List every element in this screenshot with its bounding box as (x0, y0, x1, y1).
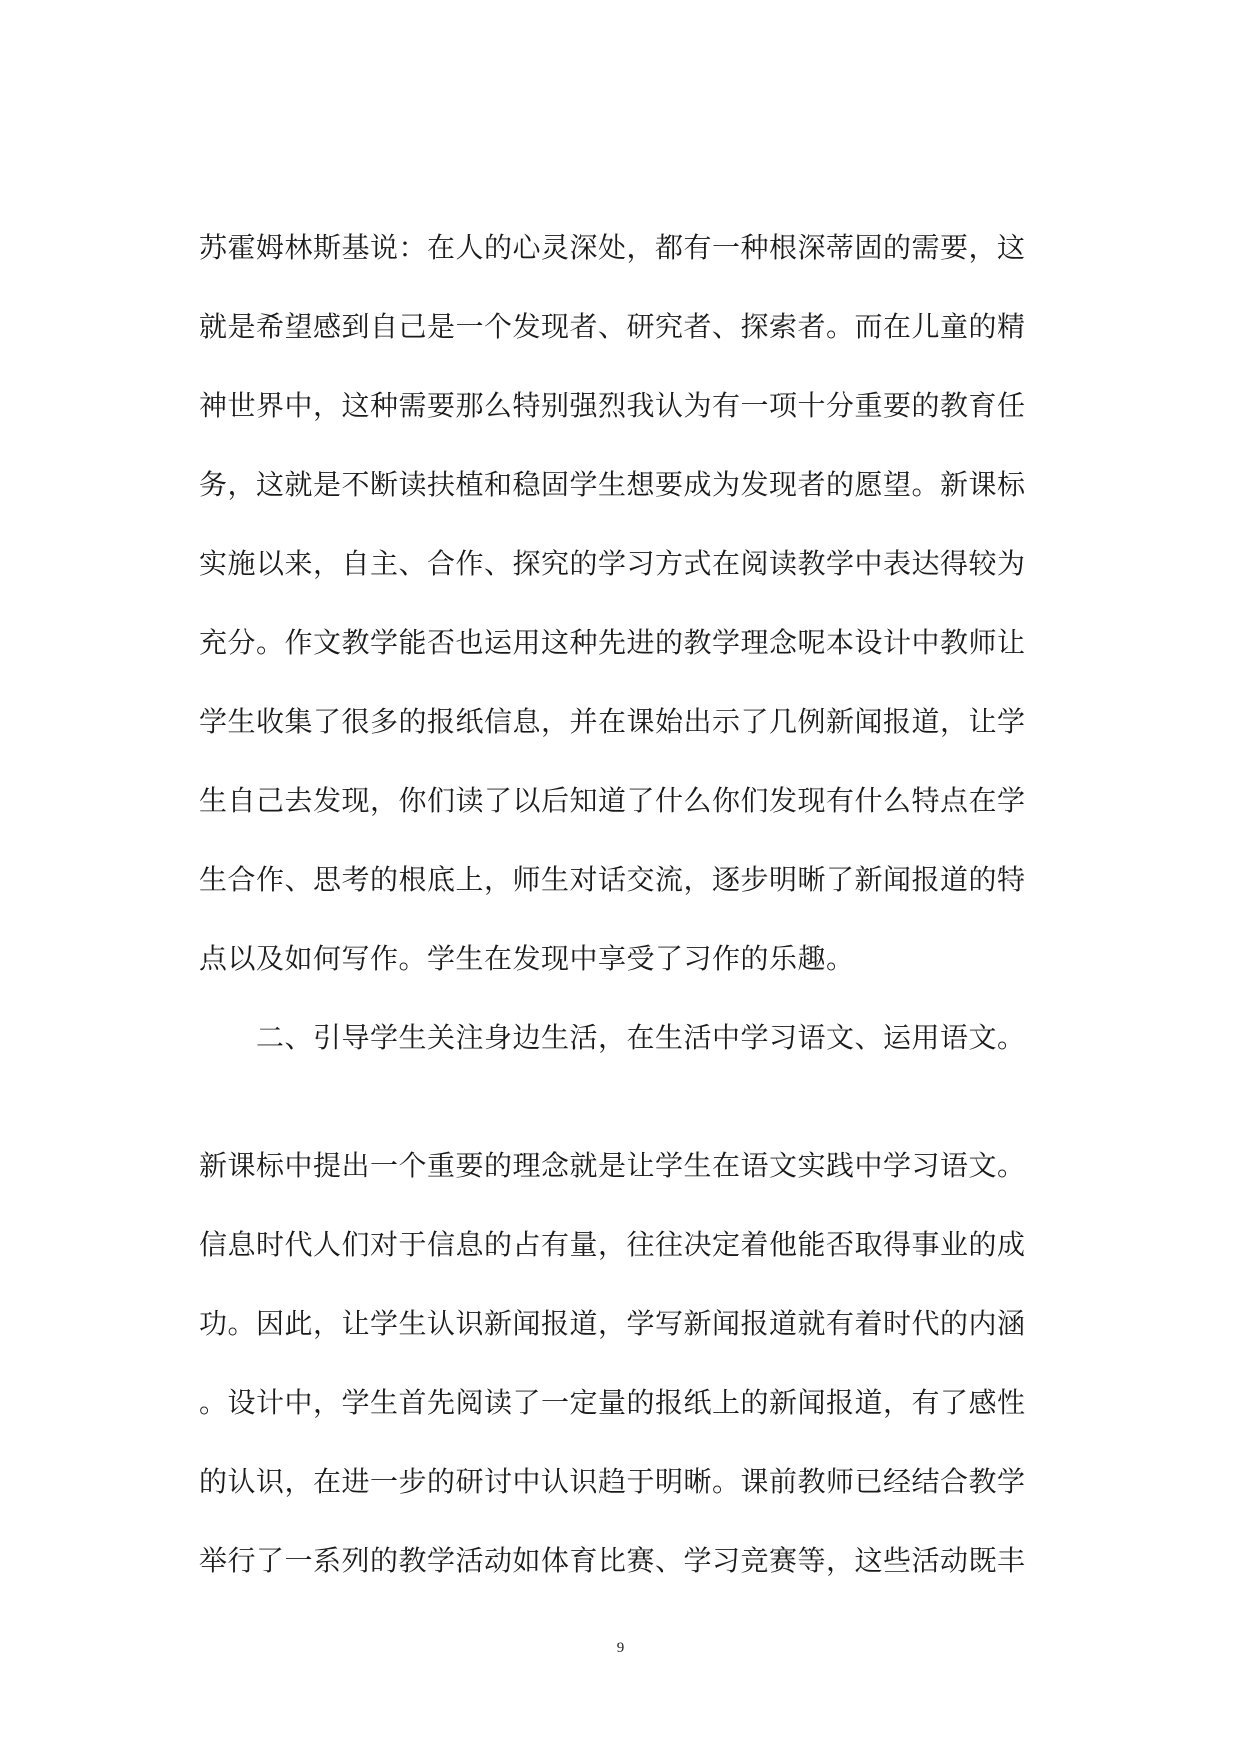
page-number: 9 (616, 1640, 625, 1656)
paragraph-1-line-3: 神世界中，这种需要那么特别强烈我认为有一项十分重要的教育任 (199, 389, 1026, 422)
paragraph-1-line-2: 就是希望感到自己是一个发现者、研究者、探索者。而在儿童的精 (199, 310, 1026, 343)
paragraph-2-line-1: 新课标中提出一个重要的理念就是让学生在语文实践中学习语文。 (199, 1149, 1026, 1182)
paragraph-2-line-5: 的认识，在进一步的研讨中认识趋于明晰。课前教师已经结合教学 (199, 1465, 1026, 1498)
paragraph-2-line-4: 。设计中，学生首先阅读了一定量的报纸上的新闻报道，有了感性 (199, 1386, 1026, 1419)
paragraph-1-line-9: 生合作、思考的根底上，师生对话交流，逐步明晰了新闻报道的特 (199, 863, 1026, 896)
paragraph-2-line-3: 功。因此，让学生认识新闻报道，学写新闻报道就有着时代的内涵 (199, 1307, 1026, 1340)
paragraph-1-line-10: 点以及如何写作。学生在发现中享受了习作的乐趣。 (199, 942, 855, 975)
paragraph-1-line-7: 学生收集了很多的报纸信息，并在课始出示了几例新闻报道，让学 (199, 705, 1026, 738)
paragraph-1-line-8: 生自己去发现，你们读了以后知道了什么你们发现有什么特点在学 (199, 784, 1026, 817)
paragraph-1-line-4: 务，这就是不断读扶植和稳固学生想要成为发现者的愿望。新课标 (199, 468, 1026, 501)
paragraph-1-line-1: 苏霍姆林斯基说：在人的心灵深处，都有一种根深蒂固的需要，这 (199, 231, 1026, 264)
paragraph-1-line-5: 实施以来，自主、合作、探究的学习方式在阅读教学中表达得较为 (199, 547, 1026, 580)
section-heading-2: 二、引导学生关注身边生活，在生活中学习语文、运用语文。 (199, 1021, 1026, 1054)
paragraph-1-line-6: 充分。作文教学能否也运用这种先进的教学理念呢本设计中教师让 (199, 626, 1026, 659)
paragraph-2-line-6: 举行了一系列的教学活动如体育比赛、学习竞赛等，这些活动既丰 (199, 1544, 1026, 1577)
paragraph-2-line-2: 信息时代人们对于信息的占有量，往往决定着他能否取得事业的成 (199, 1228, 1026, 1261)
